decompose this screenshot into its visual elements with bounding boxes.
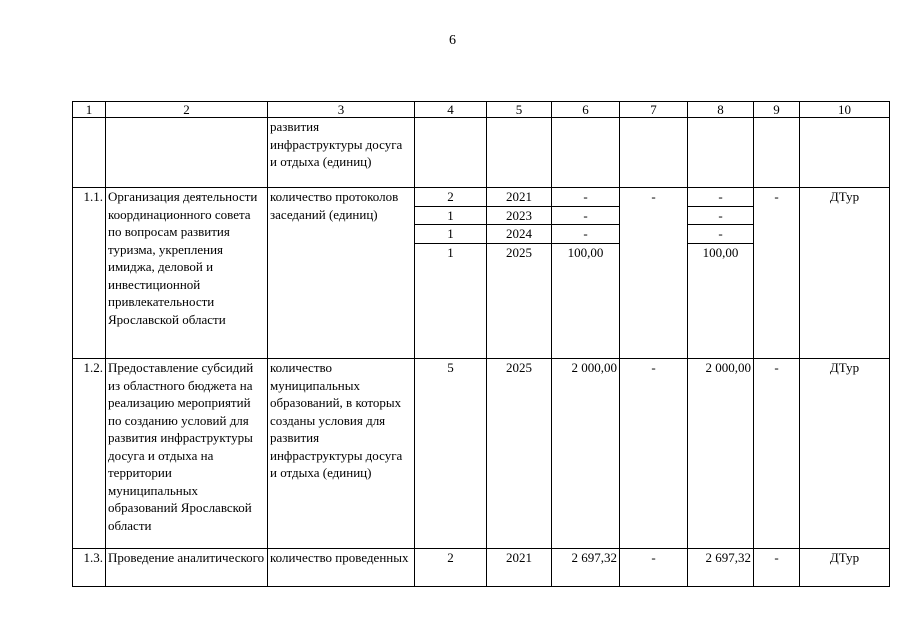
page-number: 6 <box>449 33 456 48</box>
executor: ДТур <box>800 359 890 549</box>
amount-regional: - <box>688 207 753 226</box>
row-number: 1.2. <box>73 359 106 549</box>
row-number: 1.3. <box>73 549 106 587</box>
row-number <box>73 118 106 188</box>
row-name: Организация деятельности координационного совета по вопросам развития туризма, укрепления имиджа, деловой и инвестиционной привлекательности Ярославской области <box>106 188 268 359</box>
header-cell: 1 <box>73 102 106 118</box>
year: 2023 <box>487 207 551 226</box>
amount-other: - <box>754 549 800 587</box>
amount-total: 100,00 <box>567 244 604 260</box>
year: 2025 <box>506 244 532 260</box>
executor: ДТур <box>800 549 890 587</box>
row-name: Проведение аналитического <box>106 549 268 587</box>
value-count: 2 <box>415 188 486 207</box>
amount-regional: 2 697,32 <box>688 549 754 587</box>
year: 2021 <box>487 549 552 587</box>
header-cell: 8 <box>688 102 754 118</box>
year-cell <box>487 188 552 359</box>
value-count-cell <box>415 188 487 359</box>
table-row <box>73 359 890 549</box>
value-count: 2 <box>415 549 487 587</box>
row-indicator: развития инфраструктуры досуга и отдыха (единиц) <box>268 118 415 188</box>
amount-total: - <box>552 188 619 207</box>
header-row <box>73 102 890 118</box>
executor: ДТур <box>800 188 890 359</box>
value-count: 1 <box>447 244 454 260</box>
header-cell: 7 <box>620 102 688 118</box>
amount-regional: - <box>688 225 753 244</box>
amount-other: - <box>754 188 800 359</box>
amount-total: - <box>552 225 619 244</box>
amount-federal: - <box>620 549 688 587</box>
amount-total-cell <box>552 188 620 359</box>
header-cell: 3 <box>268 102 415 118</box>
header-cell: 4 <box>415 102 487 118</box>
amount-federal: - <box>620 359 688 549</box>
table-row <box>73 549 890 587</box>
amount-regional: - <box>688 188 753 207</box>
amount-regional-cell <box>688 188 754 359</box>
row-indicator: количество протоколов заседаний (единиц) <box>268 188 415 359</box>
header-cell: 6 <box>552 102 620 118</box>
value-count: 5 <box>415 359 487 549</box>
header-cell: 9 <box>754 102 800 118</box>
amount-regional: 2 000,00 <box>688 359 754 549</box>
amount-total: 2 000,00 <box>552 359 620 549</box>
year: 2025 <box>487 359 552 549</box>
amount-total: 2 697,32 <box>552 549 620 587</box>
year: 2021 <box>487 188 551 207</box>
program-table <box>72 101 890 587</box>
row-indicator: количество муниципальных образований, в которых созданы условия для развития инфраструктуры досуга и отдыха (единиц) <box>268 359 415 549</box>
row-name: Предоставление субсидий из областного бюджета на реализацию мероприятий по созданию условий для развития инфраструктуры досуга и отдыха на территории муниципальных образований Ярославской области <box>106 359 268 549</box>
row-name <box>106 118 268 188</box>
table-row <box>73 118 890 188</box>
amount-regional: 100,00 <box>702 244 739 260</box>
row-number: 1.1. <box>73 188 106 359</box>
amount-other: - <box>754 359 800 549</box>
table-row <box>73 188 890 359</box>
header-cell: 2 <box>106 102 268 118</box>
value-count: 1 <box>415 225 486 244</box>
amount-federal: - <box>620 188 688 359</box>
year: 2024 <box>487 225 551 244</box>
header-cell: 10 <box>800 102 890 118</box>
value-count: 1 <box>415 207 486 226</box>
header-cell: 5 <box>487 102 552 118</box>
row-indicator: количество проведенных <box>268 549 415 587</box>
amount-total: - <box>552 207 619 226</box>
